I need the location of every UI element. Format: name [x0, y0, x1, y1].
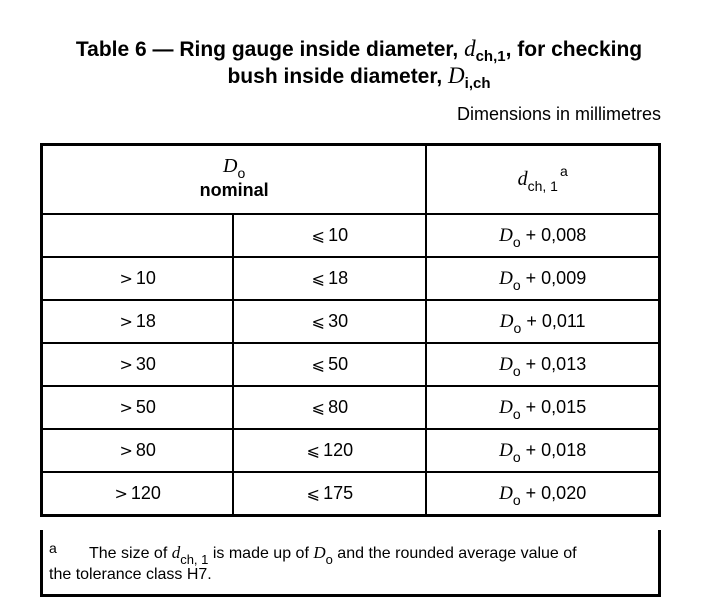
upper-bound-value: 80 [328, 397, 349, 417]
less-or-equal-sign: ⩽ [311, 355, 326, 374]
do-symbol: D [499, 353, 513, 375]
footnote-mark: a [49, 540, 57, 556]
upper-bound-value: 120 [323, 440, 354, 460]
upper-bound-cell [233, 429, 426, 472]
tolerance-value: + 0,018 [520, 439, 587, 460]
lower-bound-value: 120 [130, 483, 161, 503]
less-or-equal-sign: ⩽ [311, 312, 326, 331]
gauge-diameter-cell [426, 472, 659, 516]
table-row [42, 214, 660, 257]
header-do-symbol [223, 154, 246, 181]
lower-bound-cell [42, 429, 234, 472]
footnote-text-3: and the rounded average value of [332, 545, 577, 562]
table-title [0, 36, 718, 90]
footnote-sub-ch1: ch, 1 [180, 552, 209, 567]
footnote-text-2: is made up of [208, 545, 314, 562]
upper-bound-cell [233, 343, 426, 386]
header-dch1 [426, 145, 659, 215]
title-subscript-ich: i,ch [464, 75, 491, 92]
table-title-line-2 [0, 63, 718, 90]
do-symbol: D [499, 482, 513, 504]
header-nominal-label: nominal [199, 179, 269, 200]
greater-than-sign: > [119, 441, 133, 460]
do-subscript: o [512, 448, 521, 465]
tolerance-value: + 0,015 [520, 396, 587, 417]
title-subscript-ch1: ch,1 [475, 48, 506, 65]
do-subscript: o [512, 362, 521, 379]
do-symbol: D [499, 224, 513, 246]
tolerance-value: + 0,013 [520, 353, 587, 374]
do-subscript: o [512, 276, 521, 293]
lower-bound-value: 30 [135, 354, 156, 374]
less-or-equal-sign: ⩽ [306, 441, 321, 460]
less-or-equal-sign: ⩽ [311, 226, 326, 245]
upper-bound-value: 18 [328, 268, 349, 288]
table-row [42, 343, 660, 386]
lower-bound-value: 18 [135, 311, 156, 331]
do-symbol: D [499, 267, 513, 289]
do-symbol: D [499, 439, 513, 461]
tolerance-value: + 0,011 [521, 310, 586, 331]
lower-bound-value: 50 [135, 397, 156, 417]
header-footnote-mark: a [559, 163, 568, 179]
lower-bound-cell [42, 214, 234, 257]
lower-bound-cell [42, 257, 234, 300]
footnote-symbol-d: d [171, 543, 181, 562]
gauge-diameter-cell [426, 300, 659, 343]
greater-than-sign: > [119, 269, 133, 288]
do-subscript: o [513, 319, 522, 336]
header-do-sub: o [237, 164, 246, 181]
table-row [42, 429, 660, 472]
gauge-diameter-cell [426, 214, 659, 257]
less-or-equal-sign: ⩽ [306, 484, 321, 503]
upper-bound-cell [233, 300, 426, 343]
do-symbol: D [499, 396, 513, 418]
tolerance-value: + 0,009 [520, 267, 587, 288]
header-d-sub: ch, 1 [527, 178, 558, 194]
do-subscript: o [512, 233, 521, 250]
upper-bound-cell [233, 214, 426, 257]
footnote [40, 530, 661, 597]
lower-bound-value: 10 [135, 268, 156, 288]
upper-bound-cell [233, 386, 426, 429]
title-symbol-d: d [464, 36, 476, 61]
upper-bound-cell [233, 472, 426, 516]
greater-than-sign: > [114, 484, 128, 503]
table-row [42, 472, 660, 516]
tolerance-value: + 0,020 [520, 482, 587, 503]
lower-bound-cell [42, 300, 234, 343]
table-row [42, 300, 660, 343]
upper-bound-value: 175 [323, 483, 354, 503]
table-title-line-1 [0, 36, 718, 63]
do-subscript: o [512, 491, 521, 508]
greater-than-sign: > [119, 398, 133, 417]
gauge-diameter-cell [426, 257, 659, 300]
table-row [42, 386, 660, 429]
upper-bound-value: 50 [328, 354, 349, 374]
lower-bound-cell [42, 386, 234, 429]
title-text-line2: bush inside diameter, [227, 65, 449, 88]
footnote-line-1 [89, 542, 577, 567]
footnote-sub-o: o [325, 552, 333, 567]
title-symbol-D: D [448, 63, 465, 88]
upper-bound-value: 30 [328, 311, 349, 331]
title-text-suffix: , for checking [505, 38, 643, 61]
footnote-text-1: The size of [89, 545, 172, 562]
greater-than-sign: > [119, 312, 133, 331]
tolerance-value: + 0,008 [520, 224, 587, 245]
header-do-sym: D [223, 154, 238, 177]
header-do-nominal [42, 145, 427, 215]
do-subscript: o [512, 405, 521, 422]
greater-than-sign: > [119, 355, 133, 374]
gauge-diameter-cell [426, 386, 659, 429]
footnote-symbol-D: D [313, 543, 326, 562]
lower-bound-cell [42, 472, 234, 516]
less-or-equal-sign: ⩽ [311, 269, 326, 288]
units-note: Dimensions in millimetres [456, 104, 661, 124]
footnote-line-2: the tolerance class H7. [49, 566, 212, 583]
header-d-sym: d [517, 168, 528, 190]
dimensions-table [40, 143, 661, 517]
lower-bound-cell [42, 343, 234, 386]
less-or-equal-sign: ⩽ [311, 398, 326, 417]
gauge-diameter-cell [426, 429, 659, 472]
title-text: Table 6 — Ring gauge inside diameter, [75, 38, 465, 61]
table-row [42, 257, 660, 300]
gauge-diameter-cell [426, 343, 659, 386]
lower-bound-value: 80 [135, 440, 156, 460]
do-symbol: D [499, 310, 514, 332]
table-header-row [42, 145, 660, 215]
upper-bound-cell [233, 257, 426, 300]
upper-bound-value: 10 [328, 225, 349, 245]
